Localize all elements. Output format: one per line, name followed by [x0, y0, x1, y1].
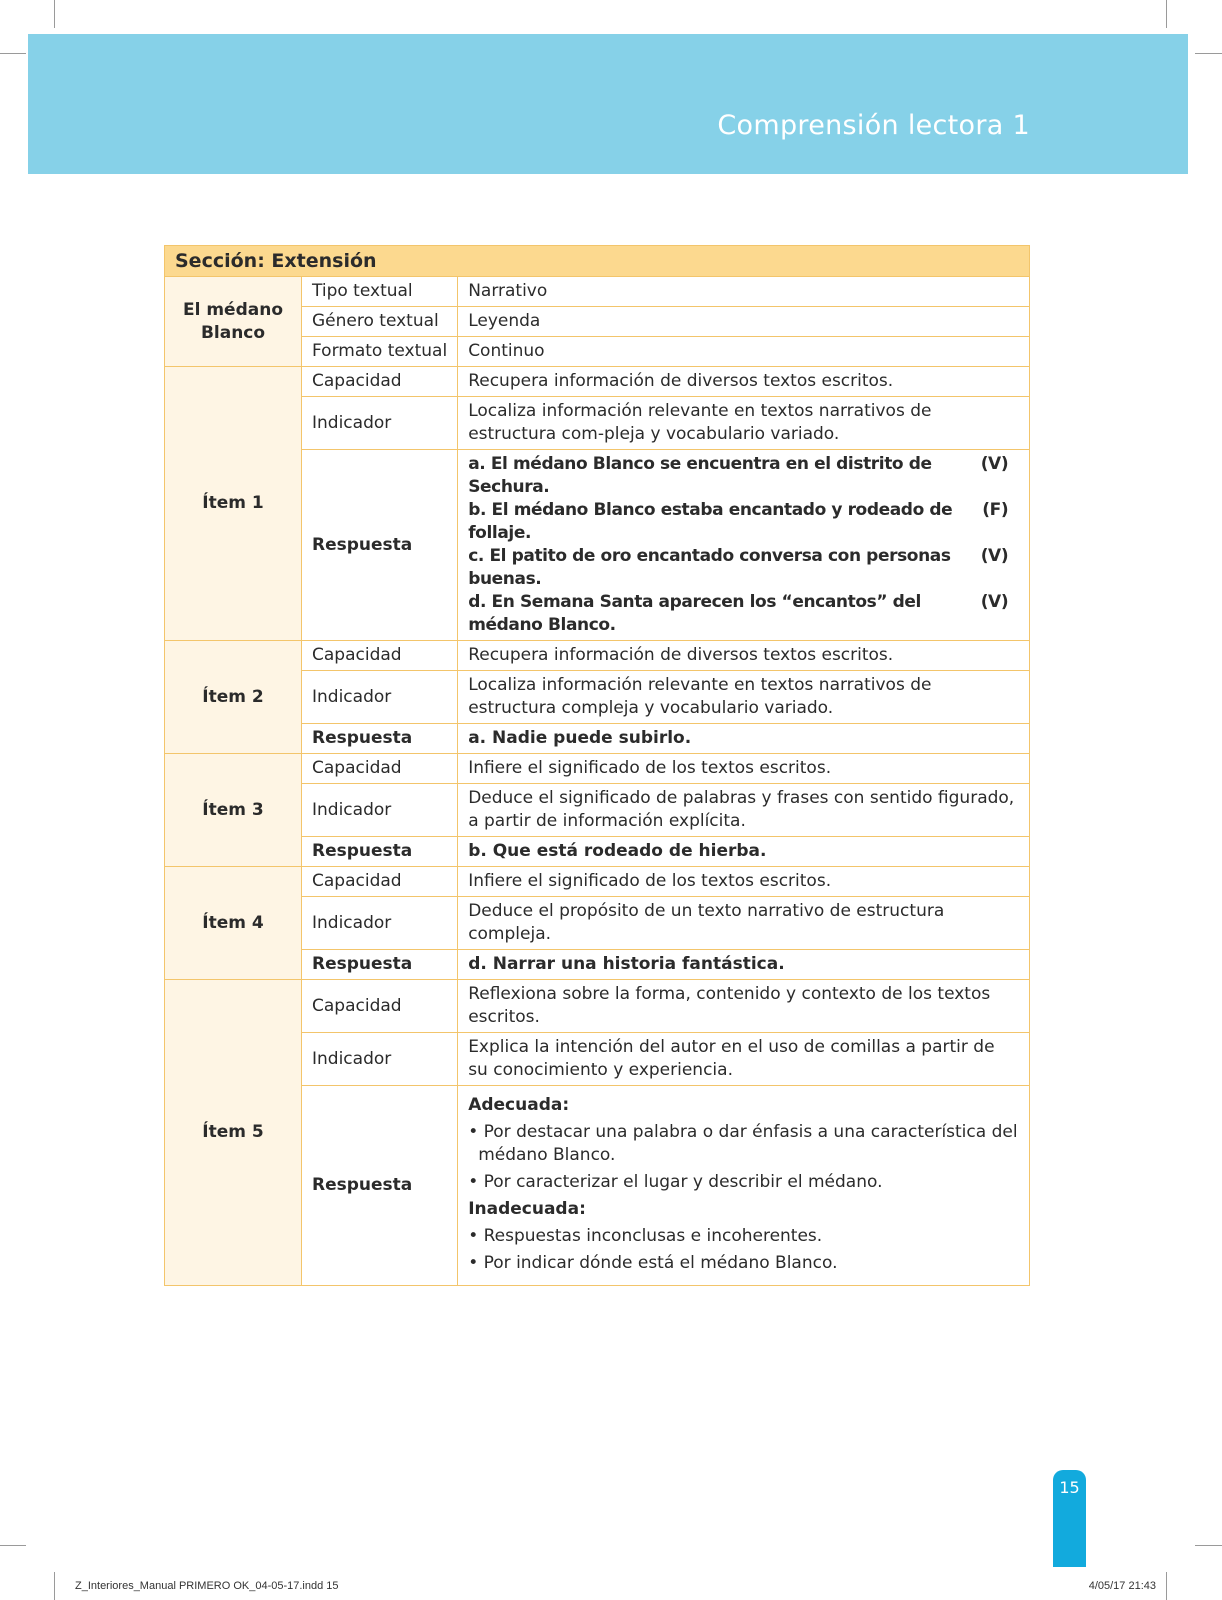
indicador-label: Indicador: [302, 897, 458, 950]
crop-mark: [1166, 1572, 1167, 1600]
bullet-item: • Respuestas inconclusas e incoherentes.: [468, 1226, 823, 1246]
respuesta-value: b. Que está rodeado de hierba.: [458, 837, 1030, 867]
item-label: Ítem 1: [165, 367, 302, 641]
bullet-text: Por caracterizar el lugar y describir el médano.: [483, 1172, 883, 1192]
indicador-value: Deduce el significado de palabras y frases con sentido figurado, a partir de información explícita.: [458, 784, 1030, 837]
answer-text: c. El patito de oro encantado conversa con personas buenas.: [468, 546, 951, 589]
footer-date: 4/05/17 21:43: [1088, 1580, 1156, 1592]
capacidad-value: Recupera información de diversos textos escritos.: [458, 641, 1030, 671]
indicador-label: Indicador: [302, 784, 458, 837]
capacidad-label: Capacidad: [302, 980, 458, 1033]
table-row: [165, 277, 1030, 307]
row-label: Tipo textual: [302, 277, 458, 307]
answer-line: [468, 545, 1008, 591]
row-value: Narrativo: [458, 277, 1030, 307]
bullet-text: Respuestas inconclusas e incoherentes.: [483, 1226, 823, 1246]
answer-text: b. El médano Blanco estaba encantado y rodeado de follaje.: [468, 500, 953, 543]
answer-mark: (F): [982, 500, 1009, 520]
row-value: Leyenda: [458, 307, 1030, 337]
answer-mark: (V): [980, 592, 1009, 612]
crop-mark: [1195, 53, 1222, 54]
indicador-value: Localiza información relevante en textos narrativos de estructura compleja y vocabulario variado.: [458, 671, 1030, 724]
bullet-item: • Por caracterizar el lugar y describir el médano.: [468, 1172, 883, 1192]
row-label: Formato textual: [302, 337, 458, 367]
indicador-label: Indicador: [302, 397, 458, 450]
header-band: [28, 34, 1188, 174]
page-number: 15: [1059, 1478, 1080, 1497]
respuesta-label: Respuesta: [302, 450, 458, 641]
respuesta-label: Respuesta: [302, 1086, 458, 1286]
bullet-text: Por indicar dónde está el médano Blanco.: [483, 1253, 838, 1273]
answer-text: d. En Semana Santa aparecen los “encantos” del médano Blanco.: [468, 592, 921, 635]
capacidad-label: Capacidad: [302, 367, 458, 397]
table-row: [165, 754, 1030, 784]
capacidad-value: Infiere el significado de los textos escritos.: [458, 867, 1030, 897]
respuesta-label: Respuesta: [302, 950, 458, 980]
page-number-tab: [1053, 1470, 1086, 1567]
bullet-item: • Por destacar una palabra o dar énfasis a una característica del médano Blanco.: [468, 1122, 1018, 1165]
indicador-value: Deduce el propósito de un texto narrativo de estructura compleja.: [458, 897, 1030, 950]
crop-mark: [54, 1572, 55, 1600]
adecuada-heading: Adecuada:: [468, 1095, 570, 1115]
indicador-label: Indicador: [302, 1033, 458, 1086]
item-label: Ítem 3: [165, 754, 302, 867]
capacidad-value: Reflexiona sobre la forma, contenido y contexto de los textos escritos.: [458, 980, 1030, 1033]
item-label: Ítem 2: [165, 641, 302, 754]
table-row: [165, 867, 1030, 897]
table-row: [165, 367, 1030, 397]
respuesta-value: [458, 450, 1030, 641]
bullet-item: • Por indicar dónde está el médano Blanco.: [468, 1253, 838, 1273]
inadecuada-heading: Inadecuada:: [468, 1199, 586, 1219]
respuesta-label: Respuesta: [302, 724, 458, 754]
capacidad-label: Capacidad: [302, 754, 458, 784]
crop-mark: [1195, 1545, 1222, 1546]
crop-mark: [54, 0, 55, 28]
text-title-cell: El médano Blanco: [165, 277, 302, 367]
answer-line: [468, 499, 1008, 545]
respuesta-label: Respuesta: [302, 837, 458, 867]
footer-file: Z_Interiores_Manual PRIMERO OK_04-05-17.indd 15: [75, 1580, 339, 1592]
respuesta-value: a. Nadie puede subirlo.: [458, 724, 1030, 754]
section-header-row: [165, 246, 1030, 277]
capacidad-label: Capacidad: [302, 867, 458, 897]
indicador-label: Indicador: [302, 671, 458, 724]
page-title: Comprensión lectora 1: [717, 110, 1030, 141]
answer-line: [468, 591, 1008, 637]
capacidad-value: Recupera información de diversos textos escritos.: [458, 367, 1030, 397]
answer-line: [468, 453, 1008, 499]
table-row: [165, 641, 1030, 671]
answer-mark: (V): [980, 546, 1009, 566]
bullet-text: Por destacar una palabra o dar énfasis a una característica del médano Blanco.: [478, 1122, 1018, 1165]
indicador-value: Explica la intención del autor en el uso de comillas a partir de su conocimiento y experiencia.: [458, 1033, 1030, 1086]
crop-mark: [0, 1545, 26, 1546]
section-title: Sección: Extensión: [165, 246, 1030, 277]
respuesta-value: d. Narrar una historia fantástica.: [458, 950, 1030, 980]
row-label: Género textual: [302, 307, 458, 337]
evaluation-table: [164, 245, 1030, 1286]
row-value: Continuo: [458, 337, 1030, 367]
answer-text: a. El médano Blanco se encuentra en el distrito de Sechura.: [468, 454, 932, 497]
table-row: [165, 980, 1030, 1033]
respuesta-value: [458, 1086, 1030, 1286]
answer-mark: (V): [980, 454, 1009, 474]
item-label: Ítem 4: [165, 867, 302, 980]
indicador-value: Localiza información relevante en textos narrativos de estructura com-pleja y vocabulario variado.: [458, 397, 1030, 450]
capacidad-value: Infiere el significado de los textos escritos.: [458, 754, 1030, 784]
crop-mark: [1166, 0, 1167, 28]
capacidad-label: Capacidad: [302, 641, 458, 671]
item-label: Ítem 5: [165, 980, 302, 1286]
crop-mark: [0, 53, 26, 54]
